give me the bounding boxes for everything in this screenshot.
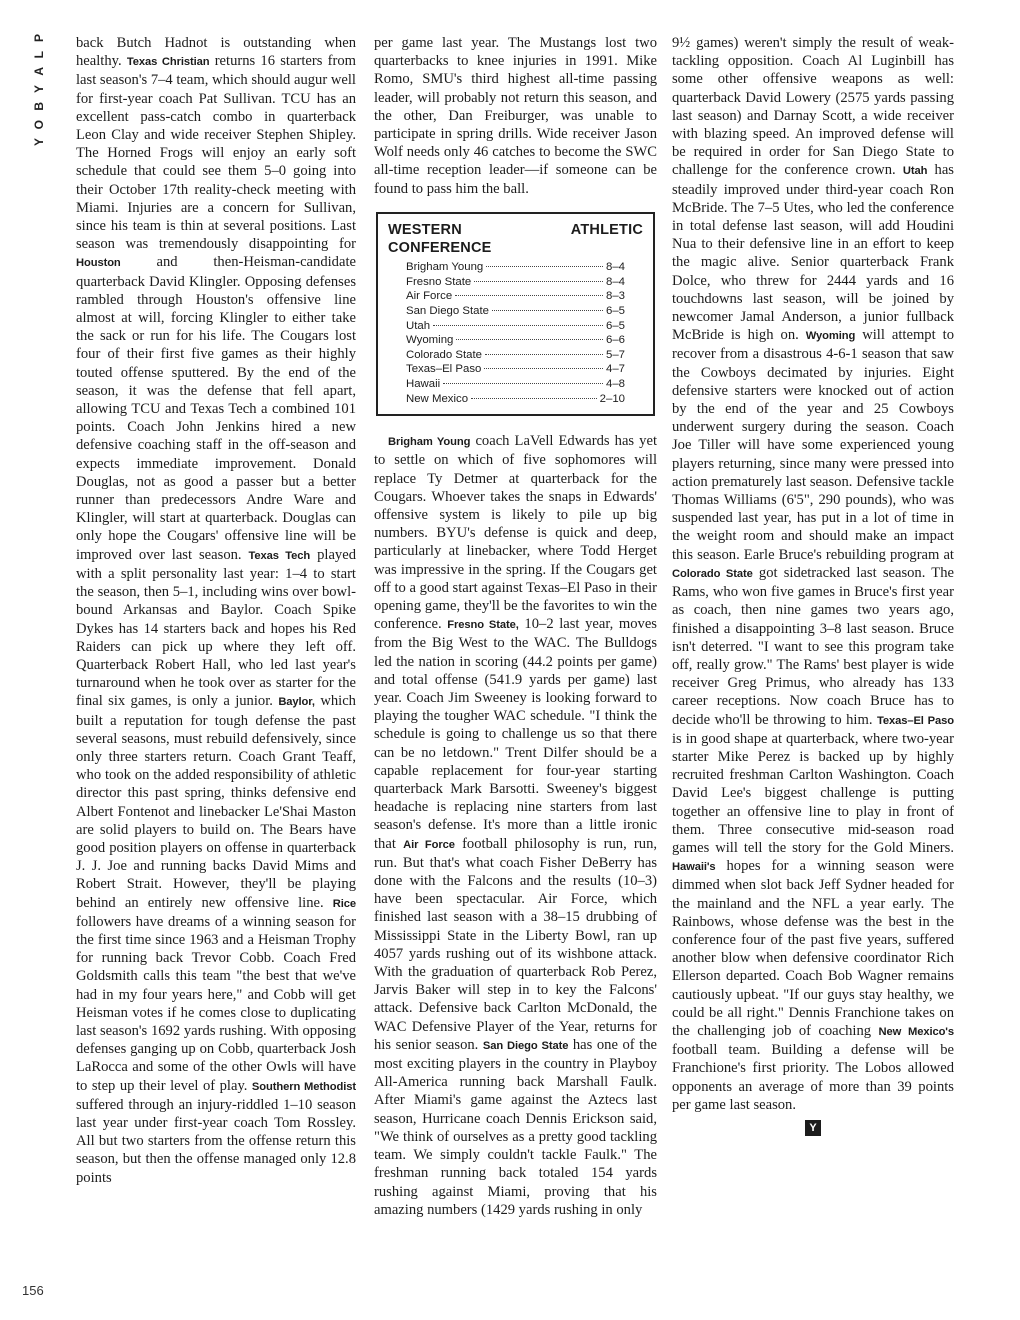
article-column-1	[76, 34, 356, 1284]
standings-team: Wyoming	[406, 334, 454, 347]
standings-record: 6–5	[605, 319, 625, 332]
standings-record: 5–7	[605, 348, 625, 361]
team-name: Colorado State	[672, 567, 753, 580]
team-name: Southern Methodist	[251, 1080, 356, 1093]
page-number: 156	[22, 1283, 44, 1298]
standings-team: San Diego State	[406, 305, 489, 318]
standings-team: Air Force	[406, 290, 453, 303]
standings-row	[388, 319, 643, 334]
standings-row	[388, 333, 643, 348]
masthead-letter: P	[32, 34, 46, 43]
standings-row	[388, 377, 643, 392]
team-name: Utah	[902, 165, 928, 178]
article-paragraph: per game last year. The Mustangs lost two quarterbacks to knee injuries in 1991. Mike Romo, SMU's third highest all-time passing leader, will probably not return this season, and the other, Dan Freiburger, was unable to participate in spring drills. Wide receiver Jason Wolf needs only 46 catches to become the SWC all-time reception leader—if someone can be found to pass him the ball.	[374, 35, 657, 197]
article-paragraph: back Butch Hadnot is outstanding when healthy. Texas Christian returns 16 starters from last season's 7–4 team, which should augur well for first-year coach Pat Sullivan. TCU has an excellent pass-catch combo in quarterback Leon Clay and wide receiver Stephen Shipley. The Horned Frogs will enjoy an early soft schedule that could see them 5–0 going into their October 17th reality-check meeting with Miami. Injuries are a concern for Sullivan, since his team is thin at several positions. Last season was tremendously disappointing for Houston and then-Heisman-candidate quarterback David Klingler. Opposing defenses rambled through Houston's offensive line almost at will, forcing Klingler to either take the sack or run for his life. The Cougars lost four of their first five games as their highly touted offense sputtered. By the end of the season, it was the defense that fell apart, allowing TCU and Texas Tech a combined 101 points. Coach John Jenkins hired a new defensive coaching staff in the off-season and expects immediate improvement. Donald Douglas, not as good a passer but a better runner than predecessors Andre Ware and Klingler, will start at quarterback. Douglas can only hope the Cougars' offensive line will be improved over last season. Texas Tech played with a split personality last year: 1–4 to start the season, then 5–1, including wins over bowl-bound Arkansas and Baylor. Coach Spike Dykes has 14 starters back and hopes his Red Raiders can pick up where they left off. Quarterback Robert Hall, who led last year's turnaround when he took over as starter for the final six games, is only a junior. Baylor, which built a reputation for tough defense the past several seasons, must rebuild defensively, since only three starters return. Coach Grant Teaff, who took on the added responsibility of athletic director this past spring, thinks defensive end Albert Fontenot and linebacker Le'Shai Maston are solid players to build on. The Bears have good position players on offense in quarterback J. J. Joe and running backs David Mims and Robert Strait. However, they'll be playing behind an entirely new offensive line. Rice followers have dreams of a winning season for the first time since 1963 and a Heisman Trophy for running back Trevor Cobb. Coach Fred Goldsmith calls this team "the best that we've had in my four years here," and Cobb will get Heisman votes if he comes close to duplicating last season's 1692 yards rushing. With opposing defenses ganging up on Cobb, quarterback Josh LaRocca and some of the other Owls will have to step up their level of play. Southern Methodist suffered through an injury-riddled 1–10 season last year under first-year coach Tom Rossley. All but two starters from the offense return this season, but then the offense managed only 12.8 points	[76, 35, 356, 1186]
team-name: San Diego State	[482, 1039, 569, 1052]
standings-team: Texas–El Paso	[406, 363, 482, 376]
team-name: Houston	[76, 257, 121, 270]
masthead-letter: L	[32, 51, 46, 59]
team-name: Wyoming	[805, 330, 856, 343]
standings-row	[388, 289, 643, 304]
team-name: Rice	[332, 897, 356, 910]
article-column-3	[672, 34, 954, 1284]
standings-team: Colorado State	[406, 348, 482, 361]
team-name: Fresno State,	[447, 619, 519, 632]
masthead-letter: Y	[32, 138, 46, 147]
standings-record: 8–4	[605, 261, 625, 274]
standings-row	[388, 348, 643, 363]
masthead-letter: A	[32, 67, 46, 77]
team-name: Baylor,	[278, 696, 315, 709]
team-name: Hawaii's	[672, 861, 716, 874]
conference-standings-box	[376, 212, 655, 416]
standings-team: New Mexico	[406, 392, 469, 405]
standings-row	[388, 260, 643, 275]
standings-record: 4–7	[605, 363, 625, 376]
team-name: Brigham Young	[388, 436, 471, 449]
standings-record: 2–10	[599, 392, 625, 405]
end-of-article-bunny-icon: Y	[805, 1120, 821, 1136]
standings-title: WESTERN ATHLETIC CONFERENCE	[388, 221, 643, 257]
article-paragraph: 9½ games) weren't simply the result of weak-tackling opposition. Coach Al Luginbill has some other offensive weapons as well: quarterback David Lowery (2575 yards passing last season) and Darnay Scott, a wide receiver with blazing speed. An improved defense will be required in order for San Diego State to challenge for the conference crown. Utah has steadily improved under third-year coach Ron McBride. The 7–5 Utes, who led the conference in total defense last season, will add Houdini Nua to their defensive line in an effort to keep the magic alive. Senior quarterback Frank Dolce, who threw for 2444 yards and 16 touchdowns last season, will be joined by newcomer Jamal Anderson, a junior fullback McBride is high on. Wyoming will attempt to recover from a disastrous 4-6-1 season that saw the Cowboys decimated by injuries. Eight defensive starters were knocked out of action by the end of the year and 25 Cowboys underwent surgery during the season. Coach Joe Tiller will have some experienced young players returning, since many were pressed into action prematurely last season. Defensive tackle Thomas Williams (6'5", 290 pounds), who was suspended last year, has put in a lot of time in the weight room and should make an impact this season. Earle Bruce's rebuilding program at Colorado State got sidetracked last season. The Rams, who won five games in Bruce's first year as coach, then nine games two years ago, finished a disappointing 3–8 last season. Bruce isn't deterred. "I want to see this program take off, really grow." The Rams' best player is wide receiver Greg Primus, who already has 133 career receptions. Now coach Bruce has to decide who'll be throwing to him. Texas–El Paso is in good shape at quarterback, where two-year starter Mike Perez is backed up by highly recruited freshman Carlton Washington. Coach David Lee's biggest challenge is putting together an offensive line to play in front of them. Three consecutive mid-season road games will tell the story for the Gold Miners. Hawaii's hopes for a winning season were dimmed when slot back Jeff Sydner headed for the mainland and the NFL a year early. The Rainbows, whose defense was the best in the conference four of the past five years, suffered another blow when defensive coordinator Rich Ellerson departed. Coach Bob Wagner remains cautiously upbeat. "If our guys stay healthy, we could be all right." Dennis Franchione takes on the challenging job of coaching New Mexico's football team. Building a defense will be Franchione's first priority. The Lobos allowed opponents an average of more than 39 points per game last season.	[672, 35, 954, 1113]
standings-row	[388, 392, 643, 407]
standings-team: Brigham Young	[406, 261, 484, 274]
standings-row	[388, 362, 643, 377]
standings-team: Utah	[406, 319, 431, 332]
standings-team: Hawaii	[406, 377, 441, 390]
masthead-letter: Y	[32, 85, 46, 94]
standings-row	[388, 275, 643, 290]
article-paragraph: Brigham Young coach LaVell Edwards has yet to settle on which of five sophomores will replace Ty Detmer at quarterback for the Cougars. Whoever takes the snaps in Edwards' offensive system is likely to pile up big numbers. BYU's defense is quick and deep, particularly at linebacker, where Todd Herget was impressive in the spring. If the Cougars get off to a good start against Texas–El Paso in their opening game, they'll be the favorites to win the conference. Fresno State, 10–2 last year, moves from the Big West to the WAC. The Bulldogs led the nation in scoring (44.2 points per game) and total offense (541.9 yards per game) last year. Coach Jim Sweeney is looking forward to playing the tougher WAC schedule. "I think the schedule is going to challenge us so that there can be no letdown." Trent Dilfer should be a capable replacement for four-year starting quarterback Mark Barsotti. Sweeney's biggest headache is replacing nine starters from last season's defense. It's more than a little ironic that Air Force football philosophy is run, run, run. But that's what coach Fisher DeBerry has done with the Falcons and the results (10–3) have been spectacular. Air Force, which finished last season with a 38–15 drubbing of Mississippi State in the Liberty Bowl, ran up 4057 yards rushing out of its wishbone attack. With the graduation of quarterback Rob Perez, Jarvis Baker will step in to key the Falcons' attack. Defensive back Carlton McDonald, the WAC Defensive Player of the Year, returns for his senior season. San Diego State has one of the most exciting players in the country in Playboy All-America running back Marshall Faulk. After Miami's game against the Aztecs last season, Hurricane coach Dennis Erickson said, "We think of ourselves as a pretty good tackling team. We simply couldn't tackle Faulk." The freshman running back totaled 154 yards rushing against Miami, proving that his amazing numbers (1429 yards rushing in only	[374, 433, 657, 1218]
masthead-letter: B	[32, 102, 46, 111]
standings-record: 6–5	[605, 305, 625, 318]
standings-record: 8–3	[605, 290, 625, 303]
team-name: New Mexico's	[878, 1025, 954, 1038]
team-name: Air Force	[403, 838, 455, 851]
article-column-2	[374, 34, 657, 1284]
team-name: Texas–El Paso	[876, 714, 954, 727]
standings-row	[388, 304, 643, 319]
standings-record: 8–4	[605, 275, 625, 288]
masthead-letter: O	[32, 119, 46, 130]
playboy-masthead	[28, 34, 50, 155]
team-name: Texas Christian	[126, 56, 210, 69]
standings-record: 4–8	[605, 377, 625, 390]
standings-team: Fresno State	[406, 275, 472, 288]
standings-record: 6–6	[605, 334, 625, 347]
team-name: Texas Tech	[248, 549, 311, 562]
